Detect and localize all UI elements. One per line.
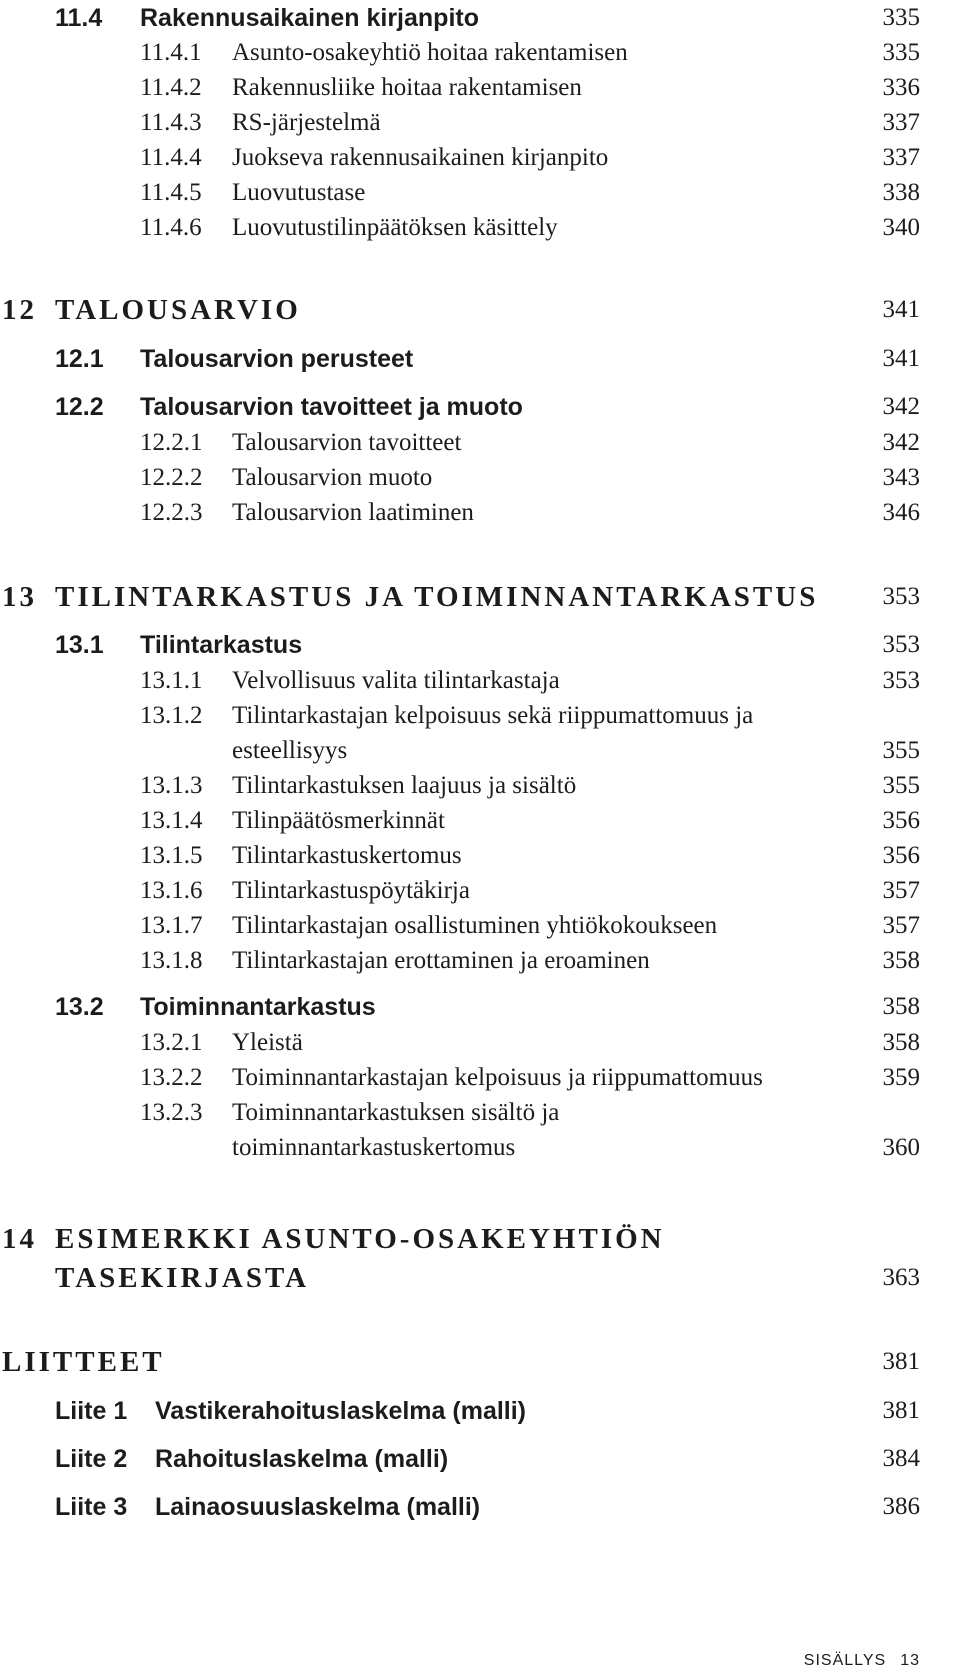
toc-entry-title: Tilintarkastajan kelpoisuus sekä riippumattomuus ja	[232, 702, 754, 729]
toc-entry-page: 338	[882, 179, 920, 206]
toc-entry-page: 357	[882, 912, 920, 939]
toc-entry-title: Toiminnantarkastajan kelpoisuus ja riippumattomuus	[232, 1064, 763, 1091]
toc-entry-title: TASEKIRJASTA	[55, 1262, 310, 1294]
toc-entry-number: 12.1	[55, 345, 104, 373]
toc-entry	[0, 627, 960, 663]
toc-entry-number: 11.4.2	[140, 74, 202, 101]
toc-entry-page: 358	[882, 947, 920, 974]
toc-entry-number: 14	[2, 1223, 37, 1255]
toc-entry-title: Vastikerahoituslaskelma (malli)	[155, 1397, 527, 1425]
toc-entry-page: 342	[882, 429, 920, 456]
toc-entry-page: 358	[882, 993, 920, 1020]
toc-entry-number: Liite 1	[55, 1397, 128, 1425]
toc-entry	[0, 1489, 960, 1525]
toc-entry-title: Tilintarkastuskertomus	[232, 842, 462, 869]
toc-entry-number: Liite 3	[55, 1493, 128, 1521]
toc-entry-title: Luovutustilinpäätöksen käsittely	[232, 214, 558, 241]
toc-entry-title: Talousarvion tavoitteet ja muoto	[140, 393, 523, 421]
toc-entry-number: 12.2	[55, 393, 104, 421]
toc-entry	[0, 579, 960, 615]
toc-entry-number: 13.1.1	[140, 667, 203, 694]
toc-entry	[0, 425, 960, 461]
toc-entry	[0, 1060, 960, 1096]
toc-entry	[0, 460, 960, 496]
toc-entry-number: 11.4.6	[140, 214, 202, 241]
toc-entry-number: Liite 2	[55, 1445, 128, 1473]
toc-entry	[0, 1441, 960, 1477]
toc-entry-number: 13.1.7	[140, 912, 203, 939]
toc-entry-number: 11.4.4	[140, 144, 202, 171]
toc-entry-page: 336	[882, 74, 920, 101]
toc-entry-title: Yleistä	[232, 1029, 303, 1056]
toc-entry-number: 13	[2, 581, 37, 613]
toc-entry	[0, 35, 960, 71]
toc-entry-page: 340	[882, 214, 920, 241]
toc-entry-title: ESIMERKKI ASUNTO-OSAKEYHTIÖN	[55, 1223, 665, 1255]
toc-entry-number: 13.1	[55, 631, 104, 659]
toc-entry-page: 356	[882, 842, 920, 869]
toc-entry	[0, 1095, 960, 1131]
toc-entry-number: 13.1.8	[140, 947, 203, 974]
toc-entry	[0, 733, 960, 769]
toc-entry-title: Talousarvion tavoitteet	[232, 429, 462, 456]
toc-entry	[0, 341, 960, 377]
toc-entry-number: 12	[2, 294, 37, 326]
toc-entry-title: Tilintarkastajan erottaminen ja eroaminen	[232, 947, 650, 974]
toc-entry-number: 12.2.2	[140, 464, 203, 491]
toc-entry-title: RS-järjestelmä	[232, 109, 381, 136]
toc-entry	[0, 873, 960, 909]
toc-entry-page: 337	[882, 144, 920, 171]
toc-entry-title: Rahoituslaskelma (malli)	[155, 1445, 449, 1473]
toc-entry	[0, 495, 960, 531]
toc-entry	[0, 175, 960, 211]
toc-entry-page: 343	[882, 464, 920, 491]
toc-entry	[0, 989, 960, 1025]
toc-entry-page: 335	[882, 39, 920, 66]
toc-entry	[0, 1025, 960, 1061]
toc-entry-title: Rakennusliike hoitaa rakentamisen	[232, 74, 582, 101]
toc-entry-title: Lainaosuuslaskelma (malli)	[155, 1493, 481, 1521]
toc-entry-number: 11.4.3	[140, 109, 202, 136]
toc-entry-page: 346	[882, 499, 920, 526]
toc-entry-number: 13.1.3	[140, 772, 203, 799]
toc-entry	[0, 1260, 960, 1296]
toc-entry-number: 11.4	[55, 4, 103, 32]
toc-entry-number: 12.2.3	[140, 499, 203, 526]
toc-entry	[0, 1344, 960, 1380]
toc-entry-title: Juokseva rakennusaikainen kirjanpito	[232, 144, 609, 171]
toc-entry-number: 11.4.1	[140, 39, 202, 66]
toc-entry	[0, 389, 960, 425]
toc-entry-page: 353	[882, 631, 920, 658]
toc-entry-title: TILINTARKASTUS JA TOIMINNANTARKASTUS	[55, 581, 819, 613]
footer-label: SISÄLLYS	[803, 1652, 887, 1669]
toc-entry-number: 13.2	[55, 993, 104, 1021]
toc-entry	[0, 1393, 960, 1429]
footer-page-number: 13	[900, 1652, 920, 1669]
toc-entry-title: Talousarvion laatiminen	[232, 499, 474, 526]
toc-entry	[0, 1221, 960, 1257]
toc-entry-page: 384	[882, 1445, 920, 1472]
toc-entry-title: Tilintarkastuksen laajuus ja sisältö	[232, 772, 577, 799]
toc-entry-page: 355	[882, 737, 920, 764]
toc-entry	[0, 698, 960, 734]
toc-entry-title: toiminnantarkastuskertomus	[232, 1134, 516, 1161]
toc-entry-title: Asunto-osakeyhtiö hoitaa rakentamisen	[232, 39, 628, 66]
toc-entry	[0, 943, 960, 979]
toc-entry-page: 355	[882, 772, 920, 799]
toc-entry-page: 358	[882, 1029, 920, 1056]
toc-entry	[0, 140, 960, 176]
toc-entry-number: 13.1.4	[140, 807, 203, 834]
toc-entry-title: Talousarvion perusteet	[140, 345, 414, 373]
page-footer	[790, 1652, 920, 1670]
toc-entry-page: 353	[882, 583, 920, 610]
toc-entry-page: 337	[882, 109, 920, 136]
toc-entry-title: esteellisyys	[232, 737, 348, 764]
toc-entry	[0, 70, 960, 106]
toc-entry-number: 13.2.1	[140, 1029, 203, 1056]
toc-entry-number: 11.4.5	[140, 179, 202, 206]
toc-entry-title: Tilinpäätösmerkinnät	[232, 807, 445, 834]
toc-entry	[0, 838, 960, 874]
toc-entry-title: LIITTEET	[2, 1346, 165, 1378]
toc-entry-number: 13.2.3	[140, 1099, 203, 1126]
toc-entry-title: Velvollisuus valita tilintarkastaja	[232, 667, 560, 694]
toc-entry	[0, 768, 960, 804]
toc-entry	[0, 803, 960, 839]
toc-entry-title: Toiminnantarkastus	[140, 993, 376, 1021]
toc-entry-title: Luovutustase	[232, 179, 366, 206]
toc-entry-title: Toiminnantarkastuksen sisältö ja	[232, 1099, 560, 1126]
toc-entry-number: 13.1.2	[140, 702, 203, 729]
toc-entry	[0, 210, 960, 246]
toc-entry	[0, 1130, 960, 1166]
toc-entry-page: 335	[882, 4, 920, 31]
toc-entry	[0, 105, 960, 141]
toc-entry-page: 359	[882, 1064, 920, 1091]
toc-entry-title: Rakennusaikainen kirjanpito	[140, 4, 479, 32]
toc-entry-page: 363	[882, 1264, 920, 1291]
toc-entry	[0, 0, 960, 36]
toc-entry-title: Tilintarkastajan osallistuminen yhtiökokoukseen	[232, 912, 718, 939]
toc-entry-page: 357	[882, 877, 920, 904]
toc-entry-title: TALOUSARVIO	[55, 294, 301, 326]
toc-entry-page: 360	[882, 1134, 920, 1161]
toc-entry-page: 341	[882, 296, 920, 323]
toc-entry-page: 386	[882, 1493, 920, 1520]
toc-entry	[0, 663, 960, 699]
toc-entry-page: 342	[882, 393, 920, 420]
toc-entry	[0, 292, 960, 328]
toc-entry-title: Tilintarkastuspöytäkirja	[232, 877, 470, 904]
toc-entry-page: 353	[882, 667, 920, 694]
toc-entry-number: 13.1.5	[140, 842, 203, 869]
toc-entry-page: 356	[882, 807, 920, 834]
toc-entry-title: Talousarvion muoto	[232, 464, 433, 491]
toc-entry-title: Tilintarkastus	[140, 631, 303, 659]
toc-entry-number: 12.2.1	[140, 429, 203, 456]
toc-entry-page: 381	[882, 1348, 920, 1375]
toc-entry-page: 381	[882, 1397, 920, 1424]
toc-entry-number: 13.2.2	[140, 1064, 203, 1091]
toc-entry-page: 341	[882, 345, 920, 372]
toc-entry	[0, 908, 960, 944]
toc-entry-number: 13.1.6	[140, 877, 203, 904]
